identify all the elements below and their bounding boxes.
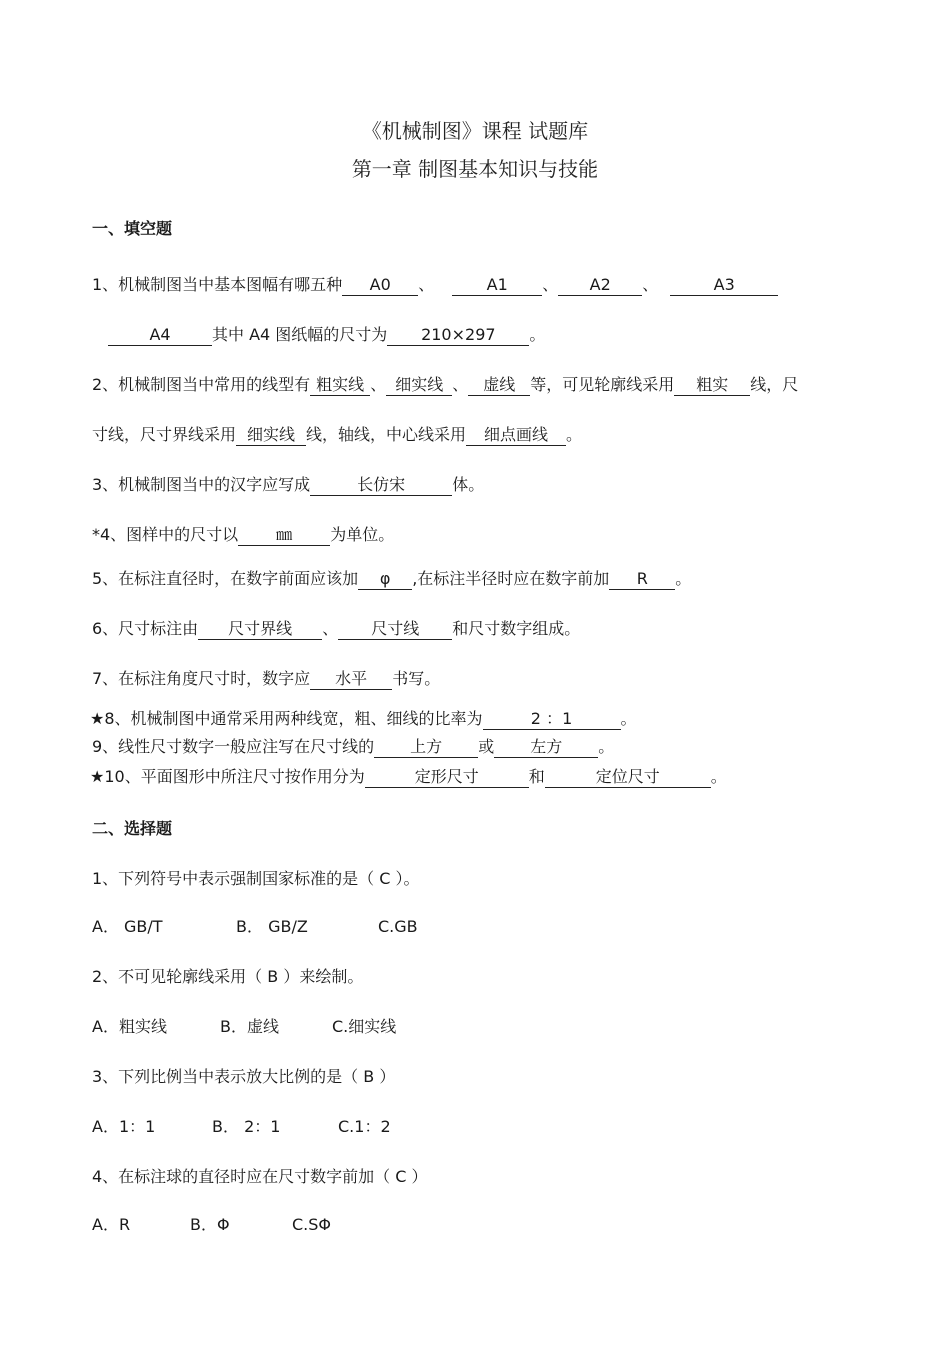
fill-q10-text: ★10、平面图形中所注尺寸按作用分为 [90,767,365,786]
separator: 、 [642,275,659,294]
section-fill-heading: 一、填空题 [92,219,173,238]
document-title: 《机械制图》课程 试题库 [361,119,589,143]
fill-q10-blank-1: 定形尺寸 [365,767,529,788]
fill-q2-mid-text: 等，可见轮廓线采用 [530,375,675,394]
choice-q3-options [92,1116,391,1138]
choice-q2-option-b: B．虚线 [220,1017,279,1036]
fill-q1-text: 1、机械制图当中基本图幅有哪五种 [92,275,343,294]
choice-q4-options [92,1214,331,1236]
fill-q7-text: 7、在标注角度尺寸时，数字应 [92,669,311,688]
fill-q6 [92,618,580,640]
fill-q9 [92,736,614,758]
choice-q2-options [92,1016,396,1038]
choice-q2-option-c: C.细实线 [332,1017,397,1036]
fill-q4-text: *4、图样中的尺寸以 [92,525,239,544]
fill-q1-blank-a2: A2 [558,275,642,296]
fill-q1-blank-size: 210×297 [387,325,529,346]
choice-q3-option-c: C.1：2 [338,1117,391,1136]
fill-q5-blank-2: R [609,569,675,590]
fill-q2-blank-2: 细实线 [386,375,452,396]
fill-q8-blank: 2 ：1 [483,709,621,730]
fill-q6-blank-1: 尺寸界线 [198,619,322,640]
fill-q2-text: 2、机械制图当中常用的线型有 [92,375,311,394]
fill-q4-blank: ㎜ [238,525,330,546]
fill-q2-line1 [92,374,798,396]
fill-q3-end: 体。 [452,475,485,494]
fill-q8-end: 。 [620,709,637,728]
fill-q9-blank-1: 上方 [374,737,478,758]
choice-q3-option-b: B． 2：1 [212,1117,281,1136]
fill-q2-end: 。 [566,425,583,444]
choice-q2-option-a: A．粗实线 [92,1017,167,1036]
fill-q1-blank-a1: A1 [452,275,542,296]
fill-q5 [92,568,691,590]
choice-q1-option-b: B． GB/Z [236,917,308,936]
chapter-title: 第一章 制图基本知识与技能 [351,157,599,181]
fill-q6-text: 6、尺寸标注由 [92,619,199,638]
fill-q4-end: 为单位。 [330,525,395,544]
fill-q7-end: 书写。 [392,669,441,688]
fill-q3-text: 3、机械制图当中的汉字应写成 [92,475,311,494]
fill-q2-line2 [92,424,582,446]
fill-q10 [90,766,727,788]
fill-q2-tail-text: 线，尺 [750,375,799,394]
fill-q10-mid-text: 和 [528,767,545,786]
separator: 、 [542,275,559,294]
fill-q1-line1 [92,274,778,296]
fill-q2-blank-5: 细实线 [236,425,306,446]
fill-q2-blank-6: 细点画线 [466,425,566,446]
fill-q9-mid-text: 或 [478,737,495,756]
choice-q3-option-a: A．1：1 [92,1117,156,1136]
fill-q1-mid-text: 其中 A4 图纸幅的尺寸为 [212,325,388,344]
choice-q1-options [92,916,418,938]
section-choice-heading: 二、选择题 [92,819,173,838]
choice-q1-option-c: C.GB [378,917,418,936]
fill-q8 [90,708,637,730]
choice-q3-text: 3、下列比例当中表示放大比例的是（ B ） [92,1067,396,1086]
fill-q10-end: 。 [710,767,727,786]
choice-q1-option-a: A． GB/T [92,917,163,936]
fill-q5-end: 。 [675,569,692,588]
choice-q4-option-a: A．R [92,1215,131,1234]
fill-q5-text: 5、在标注直径时，在数字前面应该加 [92,569,359,588]
separator: 、 [452,375,469,394]
fill-q7-blank: 水平 [310,669,392,690]
fill-q1-end: 。 [529,325,546,344]
fill-q2-line2-mid: 线，轴线，中心线采用 [306,425,467,444]
fill-q9-end: 。 [598,737,615,756]
fill-q6-end: 和尺寸数字组成。 [452,619,581,638]
fill-q2-line2-text: 寸线，尺寸界线采用 [92,425,237,444]
fill-q1-blank-a4: A4 [108,325,212,346]
separator: 、 [322,619,339,638]
choice-q4-option-c: C.SΦ [292,1215,332,1234]
fill-q3-blank: 长仿宋 [310,475,452,496]
fill-q2-blank-4: 粗实 [674,375,750,396]
fill-q1-blank-a0: A0 [342,275,418,296]
separator: 、 [418,275,435,294]
fill-q9-text: 9、线性尺寸数字一般应注写在尺寸线的 [92,737,375,756]
separator: 、 [370,375,387,394]
choice-q1-text: 1、下列符号中表示强制国家标准的是（ C ）。 [92,869,420,888]
fill-q4 [92,524,394,546]
fill-q2-blank-1: 粗实线 [310,375,370,396]
fill-q5-blank-1: φ [358,569,412,590]
choice-q4-text: 4、在标注球的直径时应在尺寸数字前加（ C ） [92,1167,428,1186]
fill-q1-line2 [108,324,545,346]
fill-q8-text: ★8、机械制图中通常采用两种线宽，粗、细线的比率为 [90,709,483,728]
fill-q2-blank-3: 虚线 [468,375,530,396]
fill-q9-blank-2: 左方 [494,737,598,758]
fill-q7 [92,668,440,690]
fill-q1-blank-a3: A3 [670,275,778,296]
choice-q4-option-b: B．Φ [190,1215,230,1234]
fill-q10-blank-2: 定位尺寸 [545,767,711,788]
fill-q3 [92,474,484,496]
fill-q6-blank-2: 尺寸线 [338,619,452,640]
choice-q2-text: 2、不可见轮廓线采用（ B ）来绘制。 [92,967,364,986]
fill-q5-mid-text: ,在标注半径时应在数字前加 [412,569,610,588]
